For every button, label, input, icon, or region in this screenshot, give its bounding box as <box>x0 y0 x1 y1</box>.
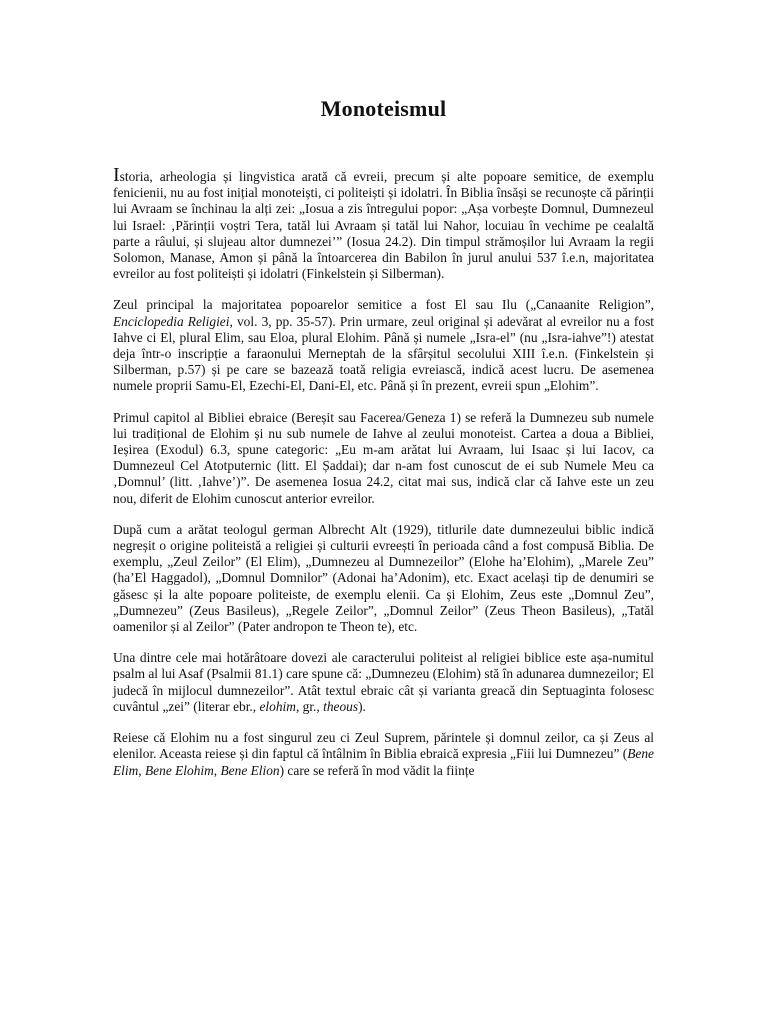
paragraph-1-text: storia, arheologia și lingvistica arată că evreii, precum și alte popoare semitice, de exemplu fenicienii, nu au fost inițial monoteiști, ci politeiști și idolatri. În Biblia însăși se recunoște că părinții lui Avraam se închinau la alți zei: „Iosua a zis întregului popor: „Așa vorbește Domnul, Dumnezeul lui Israel: ‚Părinții voștri Tera, tatăl lui Avraam și tatăl lui Nahor, locuiau în vechime pe cealaltă parte a râului, și slujeau altor dumnezei’” (Iosua 24.2). Din timpul strămoșilor lui Avraam la regii Solomon, Manase, Amon și până la întoarcerea din Babilon în jurul anului 537 î.e.n, majoritatea evreilor au fost politeiști și idolatri (Finkelstein și Silberman). <box>113 169 654 282</box>
drop-cap-letter: I <box>113 164 120 186</box>
document-page <box>113 0 654 779</box>
paragraph-2 <box>113 297 654 394</box>
paragraph-5-italic-theous: theous <box>323 698 359 714</box>
paragraph-4-text: După cum a arătat teologul german Albrecht Alt (1929), titlurile date dumnezeului biblic indică negreșit o origine politeistă a religiei și culturii evreești în perioada când a fost compusă Biblia. De exemplu, „Zeul Zeilor” (El Elim), „Dumnezeu al Dumnezeilor” (Elohe ha’Elohim), „Marele Zeu” (ha’El Haggadol), „Domnul Domnilor” (Adonai ha’Adonim), etc. Exact același tip de denumiri se găsesc și la alte popoare politeiste, de exemplu elenii. Ca și Elohim, Zeus este „Domnul Zeu”, „Dumnezeu” (Zeus Basileus), „Regele Zeilor”, „Domnul Zeilor” (Zeus Theon Basileus), „Tatăl oamenilor și al Zeilor” (Pater andropon te Theon te), etc. <box>113 521 654 635</box>
paragraph-2-italic-title: Enciclopedia Religiei <box>113 313 230 329</box>
paragraph-2-text-b: , vol. 3, pp. 35-57). Prin urmare, zeul original și adevărat al evreilor nu a fost Iahve ci El, plural Elim, sau Eloa, plural Elohim. Până și numele „Isra-el” (nu „Isra-iahve”!) atestat deja într-o inscripție a faraonului Merneptah de la sfârșitul secolului XIII î.e.n. (Finkelstein și Silberman, p.57) și pe care se bazează toată religia evreiască, indică acest lucru. De asemenea numele proprii Samu-El, Ezechi-El, Dani-El, etc. Până și în prezent, evreii spun „Elohim”. <box>113 313 654 394</box>
paragraph-6-sep-2: , <box>213 762 221 778</box>
paragraph-5-text-c: ). <box>358 698 366 714</box>
paragraph-5-text-a: Una dintre cele mai hotărâtoare dovezi ale caracterului politeist al religiei biblice este așa-numitul psalm al lui Asaf (Psalmii 81.1) care spune că: „Dumnezeu (Elohim) stă în adunarea dumnezeilor; El judecă în mijlocul dumnezeilor”. Atât textul ebraic cât și varianta greacă din Septuaginta folosesc cuvântul „zei” (literar ebr., <box>113 650 654 714</box>
paragraph-5-italic-elohim: elohim <box>259 698 296 714</box>
paragraph-4 <box>113 522 654 635</box>
paragraph-5-text-b: , gr., <box>295 698 324 714</box>
paragraph-6-text-b: ) care se referă în mod vădit la ființe <box>279 762 475 778</box>
paragraph-3-text: Primul capitol al Bibliei ebraice (Bereșit sau Facerea/Geneza 1) se referă la Dumnezeu sub numele lui tradițional de Elohim și nu sub numele de Iahve al zeului monoteist. Cartea a doua a Bibliei, Ieșirea (Exodul) 6.3, spune categoric: „Eu m-am arătat lui Avraam, lui Isaac și lui Iacov, ca Dumnezeul Cel Atotputernic (litt. El Șaddai); dar n-am fost cunoscut de ei sub Numele Meu ca ‚Domnul’ (litt. ‚Iahve’)”. De asemenea Iosua 24.2, citat mai sus, indică clar că Iahve este un zeu nou, diferit de Elohim cunoscut anterior evreilor. <box>113 409 654 506</box>
paragraph-6-text-a: Reiese că Elohim nu a fost singurul zeu ci Zeul Suprem, părintele și domnul zeilor, ca și Zeus al elenilor. Aceasta reiese și din faptul că întâlnim în Biblia ebraică expresia „Fiii lui Dumnezeu” ( <box>113 730 654 762</box>
paragraph-6-sep-1: , <box>138 762 145 778</box>
document-title: Monoteismul <box>320 96 447 121</box>
paragraph-1 <box>113 164 654 282</box>
paragraph-3 <box>113 410 654 507</box>
paragraph-5 <box>113 650 654 715</box>
paragraph-6-italic-bene-elion: Bene Elion <box>220 762 280 778</box>
paragraph-6-italic-bene-elim: Bene Elim <box>113 746 654 778</box>
paragraph-6-italic-bene-elohim: Bene Elohim <box>145 762 214 778</box>
paragraph-2-text-a: Zeul principal la majoritatea popoarelor semitice a fost El sau Ilu („Canaanite Religion”, <box>113 297 654 313</box>
paragraph-6 <box>113 730 654 779</box>
